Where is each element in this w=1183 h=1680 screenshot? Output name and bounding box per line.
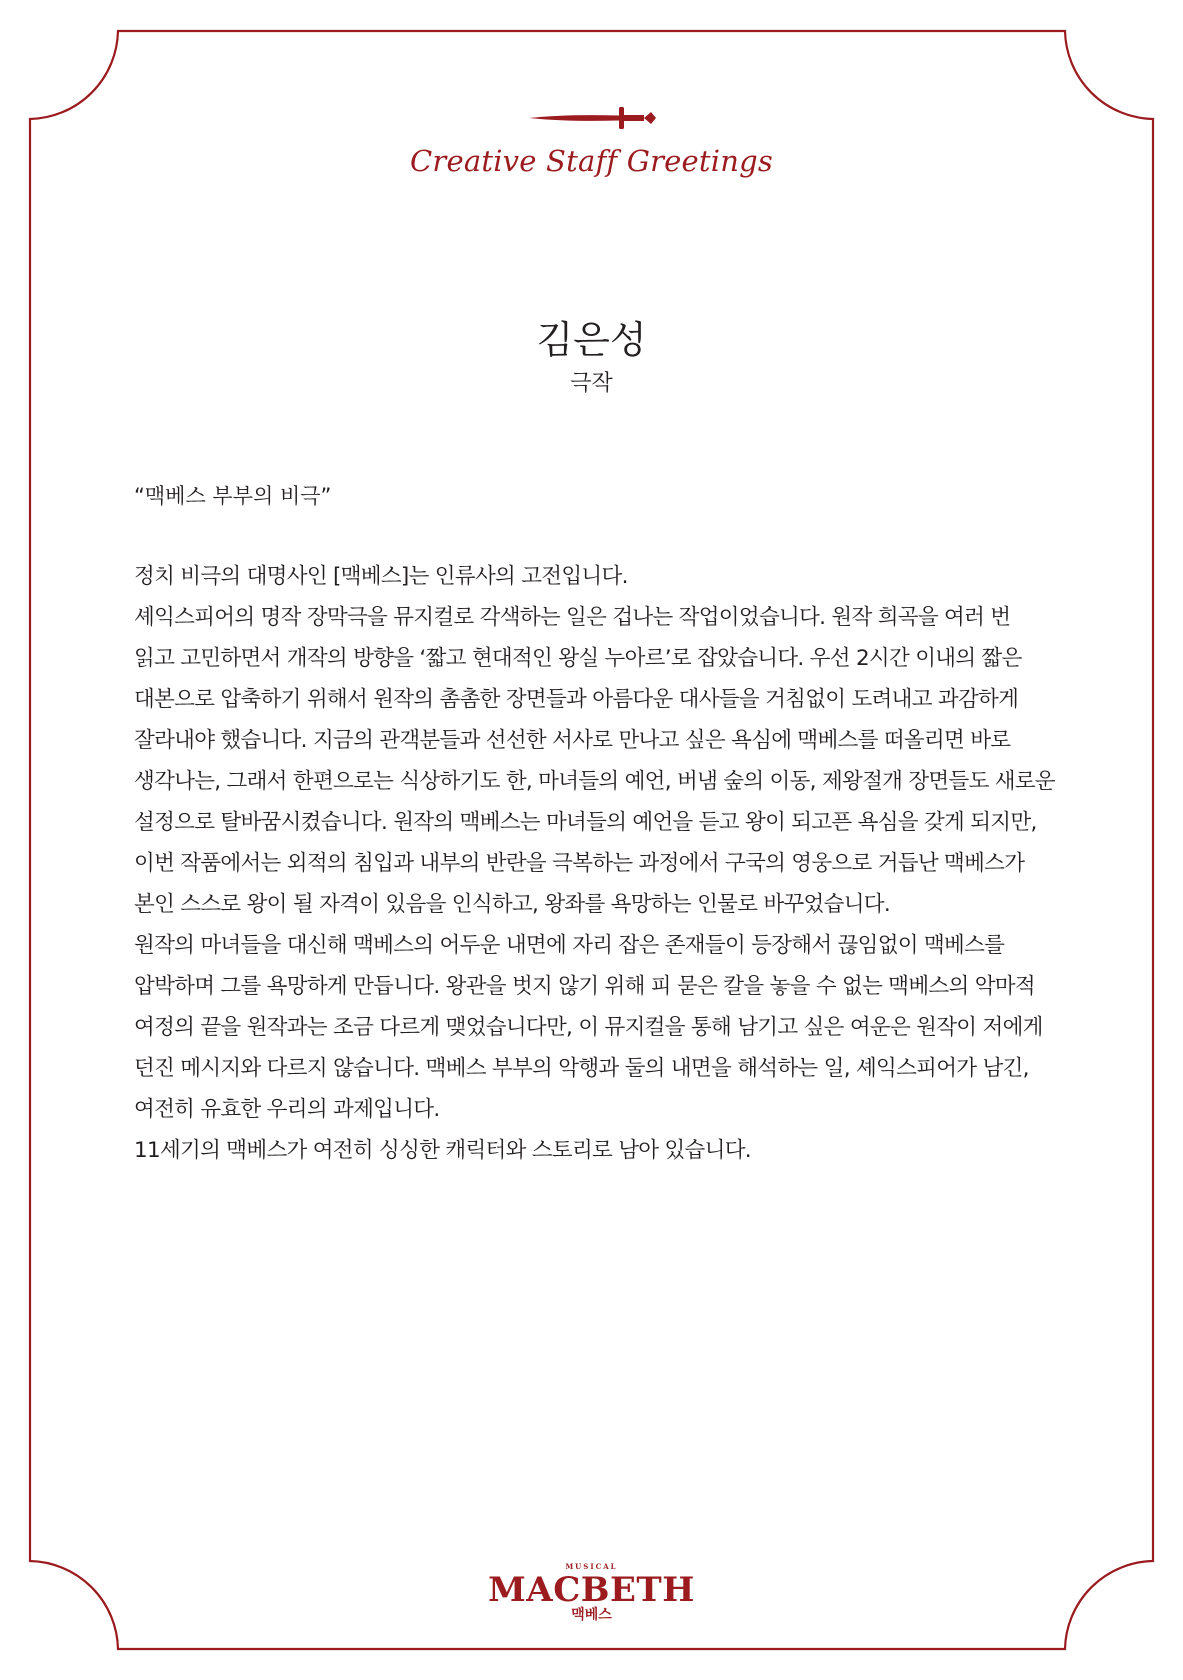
logo-title: MACBETH [488,1570,695,1610]
logo-korean-title: 맥베스 [571,1607,612,1623]
paragraph-1: 정치 비극의 대명사인 [맥베스]는 인류사의 고전입니다. [134,564,628,589]
header [0,104,1183,178]
author-role: 극작 [570,371,613,396]
paragraph-2: 셰익스피어의 명작 장막극을 뮤지컬로 각색하는 일은 겁나는 작업이었습니다. 원작 희곡을 여러 번 읽고 고민하면서 개작의 방향을 ‘짧고 현대적인 왕실 누아르’로 잡았습니다. 우선 2시간 이내의 짧은 대본으로 압축하기 위해서 원작의 촘촘한 장면들과 아름다운 대사들을 거침없이 도려내고 과감하게 잘라내야 했습니다. 지금의 관객분들과 선선한 서사로 만나고 싶은 욕심에 맥베스를 떠올리면 바로 생각나는, 그래서 한편으로는 식상하기도 한, 마녀들의 예언, 버냄 숲의 이동, 제왕절개 장면들도 새로운 설정으로 탈바꿈시켰습니다. 원작의 맥베스는 마녀들의 예언을 듣고 왕이 되고픈 욕심을 갖게 되지만, 이번 작품에서는 외적의 침입과 내부의 반란을 극복하는 과정에서 구국의 영웅으로 거듭난 맥베스가 본인 스스로 왕이 될 자격이 있음을 인식하고, 왕좌를 욕망하는 인물로 바꾸었습니다. [134,605,1055,917]
macbeth-logo [0,1562,1183,1623]
author-block [0,318,1183,397]
section-title: Creative Staff Greetings [410,144,773,178]
essay-title: “맥베스 부부의 비극” [134,484,332,508]
author-name: 김은성 [536,318,647,362]
paragraph-3: 원작의 마녀들을 대신해 맥베스의 어두운 내면에 자리 잡은 존재들이 등장해서 끊임없이 맥베스를 압박하며 그를 욕망하게 만듭니다. 왕관을 벗지 않기 위해 피 묻은 칼을 놓을 수 없는 맥베스의 악마적 여정의 끝을 원작과는 조금 다르게 맺었습니다만, 이 뮤지컬을 통해 남기고 싶은 여운은 원작이 저에게 던진 메시지와 다르지 않습니다. 맥베스 부부의 악행과 둘의 내면을 해석하는 일, 셰익스피어가 남긴, 여전히 유효한 우리의 과제입니다. [134,933,1043,1122]
logo-musical-label: MUSICAL [565,1562,618,1571]
paragraph-4: 11세기의 맥베스가 여전히 싱싱한 캐릭터와 스토리로 남아 있습니다. [134,1138,751,1163]
dagger-icon [527,104,657,132]
essay-body [134,556,1056,1171]
